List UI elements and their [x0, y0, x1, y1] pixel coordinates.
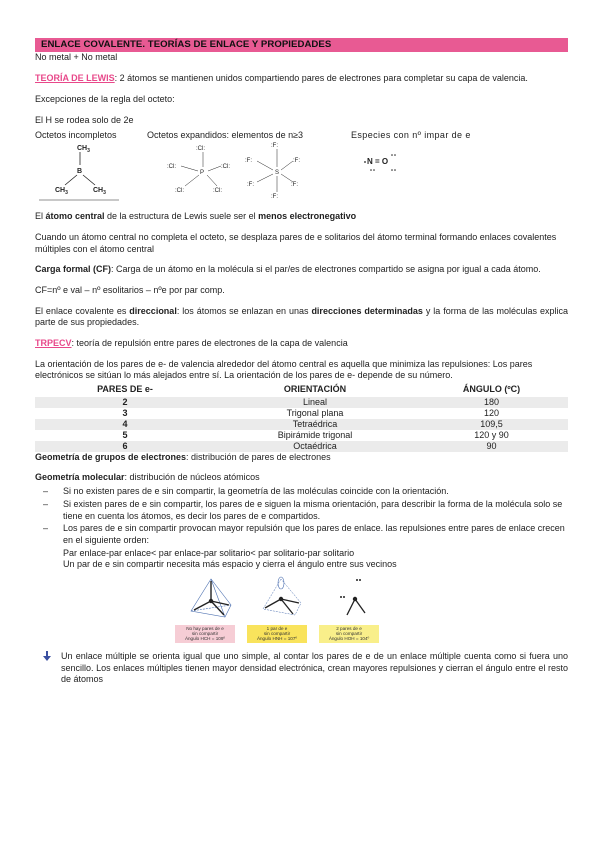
trpecv-paragraph: TRPECV: teoría de repulsión entre pares de electrones de la capa de valencia [35, 338, 348, 349]
lewis-term: TEORÍA DE LEWIS [35, 73, 115, 84]
svg-text::Cl:: :Cl: [213, 188, 222, 195]
table-row: 2 Lineal 180 [35, 397, 568, 408]
svg-text::F:: :F: [271, 194, 278, 201]
ch3-top-label: $CH_3$ [77, 145, 90, 155]
list-item: – Si existen pares de e sin compartir, los pares de e siguen la misma orientación, para describir la forma de la molécula solo se tiene en cuenta los átomos, es decir los pares de e compartidos. [43, 498, 563, 521]
exceptions-heading: Excepciones de la regla del octeto: [35, 93, 175, 104]
svg-text::Cl:: :Cl: [196, 146, 205, 153]
down-arrow-icon [43, 651, 51, 665]
central-atom-paragraph: El átomo central de la estructura de Lewis suele ser el menos electronegativo [35, 211, 357, 222]
svg-text::F:: :F: [291, 182, 298, 189]
svg-text:N = O: N = O [367, 157, 389, 167]
svg-text::F:: :F: [245, 158, 252, 165]
repulsion-order-line: Par enlace-par enlace< par enlace-par solitario< par solitario-par solitario [63, 547, 355, 558]
table-row: 4 Tetraédrica 109,5 [35, 419, 568, 430]
geometry-rules-list [35, 486, 568, 546]
svg-text::F:: :F: [247, 182, 254, 189]
h-rule: El H se rodea solo de 2e [35, 114, 134, 125]
header-pairs: PARES DE e- [97, 384, 153, 395]
molecule-figures-row [35, 575, 568, 647]
lewis-paragraph [35, 73, 568, 85]
directional-paragraph: El enlace covalente es direccional: los átomos se enlazan en unas direcciones determinadas y la forma de las moléculas explica parte de sus propiedades. [35, 305, 569, 328]
boron-trimethyl-structure [39, 142, 119, 202]
methane-figure [185, 575, 237, 625]
table-row: 3 Trigonal plana 120 [122, 407, 500, 418]
svg-text:S: S [275, 170, 280, 177]
svg-text:P: P [200, 170, 205, 177]
octet-exceptions-row [35, 130, 568, 202]
ch3-right-label: $CH_3$ [93, 187, 106, 197]
orientation-table [35, 384, 568, 452]
lone-pair-space-line: Un par de e sin compartir necesita más espacio y cierra el ángulo entre sus vecinos [63, 559, 397, 570]
header-orientation: ORIENTACIÓN [283, 384, 347, 395]
geometry-molecular-paragraph: Geometría molecular: distribución de núcleos atómicos [35, 472, 260, 483]
svg-text::F:: :F: [271, 143, 278, 150]
multiple-bonds-paragraph: Cuando un átomo central no completa el octeto, se desplaza pares de e solitarios del átomo terminal formando enlaces covalentes múltiples con el átomo central [35, 231, 557, 254]
svg-text::Cl:: :Cl: [221, 164, 230, 171]
pcl5-structure [163, 142, 243, 202]
cf-formula: CF=nº e val – nº esolitarios – nºe por par comp. [35, 284, 225, 295]
label-incomplete-octet: Octetos incompletos [35, 130, 117, 141]
ch3-left-label: $CH_3$ [55, 187, 68, 197]
label-expanded-octet: Octetos expandidos: elementos de n≥3 [147, 130, 304, 141]
no-radical-structure [357, 150, 417, 180]
ammonia-figure [255, 575, 307, 625]
caption-ammonia: 1 par de e sin compartir Ángulo HNH = 107º [247, 625, 307, 643]
multiple-bond-note: Un enlace múltiple se orienta igual que uno simple, al contar los pares de e de un enlace múltiple cuenta como si fuera uno sencillo. Los enlaces múltiples tienen mayor densidad electrónica, crean mayores repulsiones y cierran el ángulo entre el resto de átomos [35, 651, 568, 686]
table-row: 6 Octaédrica 90 [35, 441, 568, 452]
boron-label: B [77, 168, 83, 176]
subtitle: No metal + No metal [35, 52, 118, 63]
formal-charge-paragraph: Carga formal (CF): Carga de un átomo en la molécula si el par/es de electrones compartido se asigna por igual a cada átomo. [35, 264, 541, 275]
caption-methane: No hay pares de e sin compartir Ángulo HCH = 109º [175, 625, 235, 643]
orientation-paragraph: La orientación de los pares de e- de valencia alrededor del átomo central es aquella que minimiza las repulsiones: Los pares electrónicos se sitúan lo más alejados entre sí. La orientación de los pares de e- depende de su número. [35, 358, 533, 381]
water-figure [327, 575, 379, 625]
caption-water: 2 pares de e sin compartir Ángulo HOH = 104º [319, 625, 379, 643]
geometry-electrons-paragraph: Geometría de grupos de electrones: distribución de pares de electrones [35, 451, 331, 462]
list-item: – Si no existen pares de e sin compartir, la geometría de las moléculas coincide con la orientación. [43, 486, 449, 497]
table-row: 5 Bipirámide trigonal 120 y 90 [122, 429, 509, 440]
svg-text::Cl:: :Cl: [167, 164, 176, 171]
list-item: – Los pares de e sin compartir provocan mayor repulsión que los pares de enlace. las repulsiones entre pares de enlace crecen en el siguiente orden: [43, 523, 565, 545]
svg-text::Cl:: :Cl: [175, 188, 184, 195]
svg-text::F:: :F: [293, 158, 300, 165]
sf6-structure [243, 140, 313, 202]
label-odd-electrons: Especies con nº impar de e [351, 130, 471, 141]
document-page [35, 38, 568, 686]
header-angle: ÁNGULO (ºC) [462, 384, 521, 395]
table-header-row [35, 384, 568, 397]
lewis-text: : 2 átomos se mantienen unidos compartiendo pares de electrones para completar su capa de valencia. [114, 73, 528, 84]
title-banner: ENLACE COVALENTE. TEORÍAS DE ENLACE Y PROPIEDADES [35, 38, 568, 52]
